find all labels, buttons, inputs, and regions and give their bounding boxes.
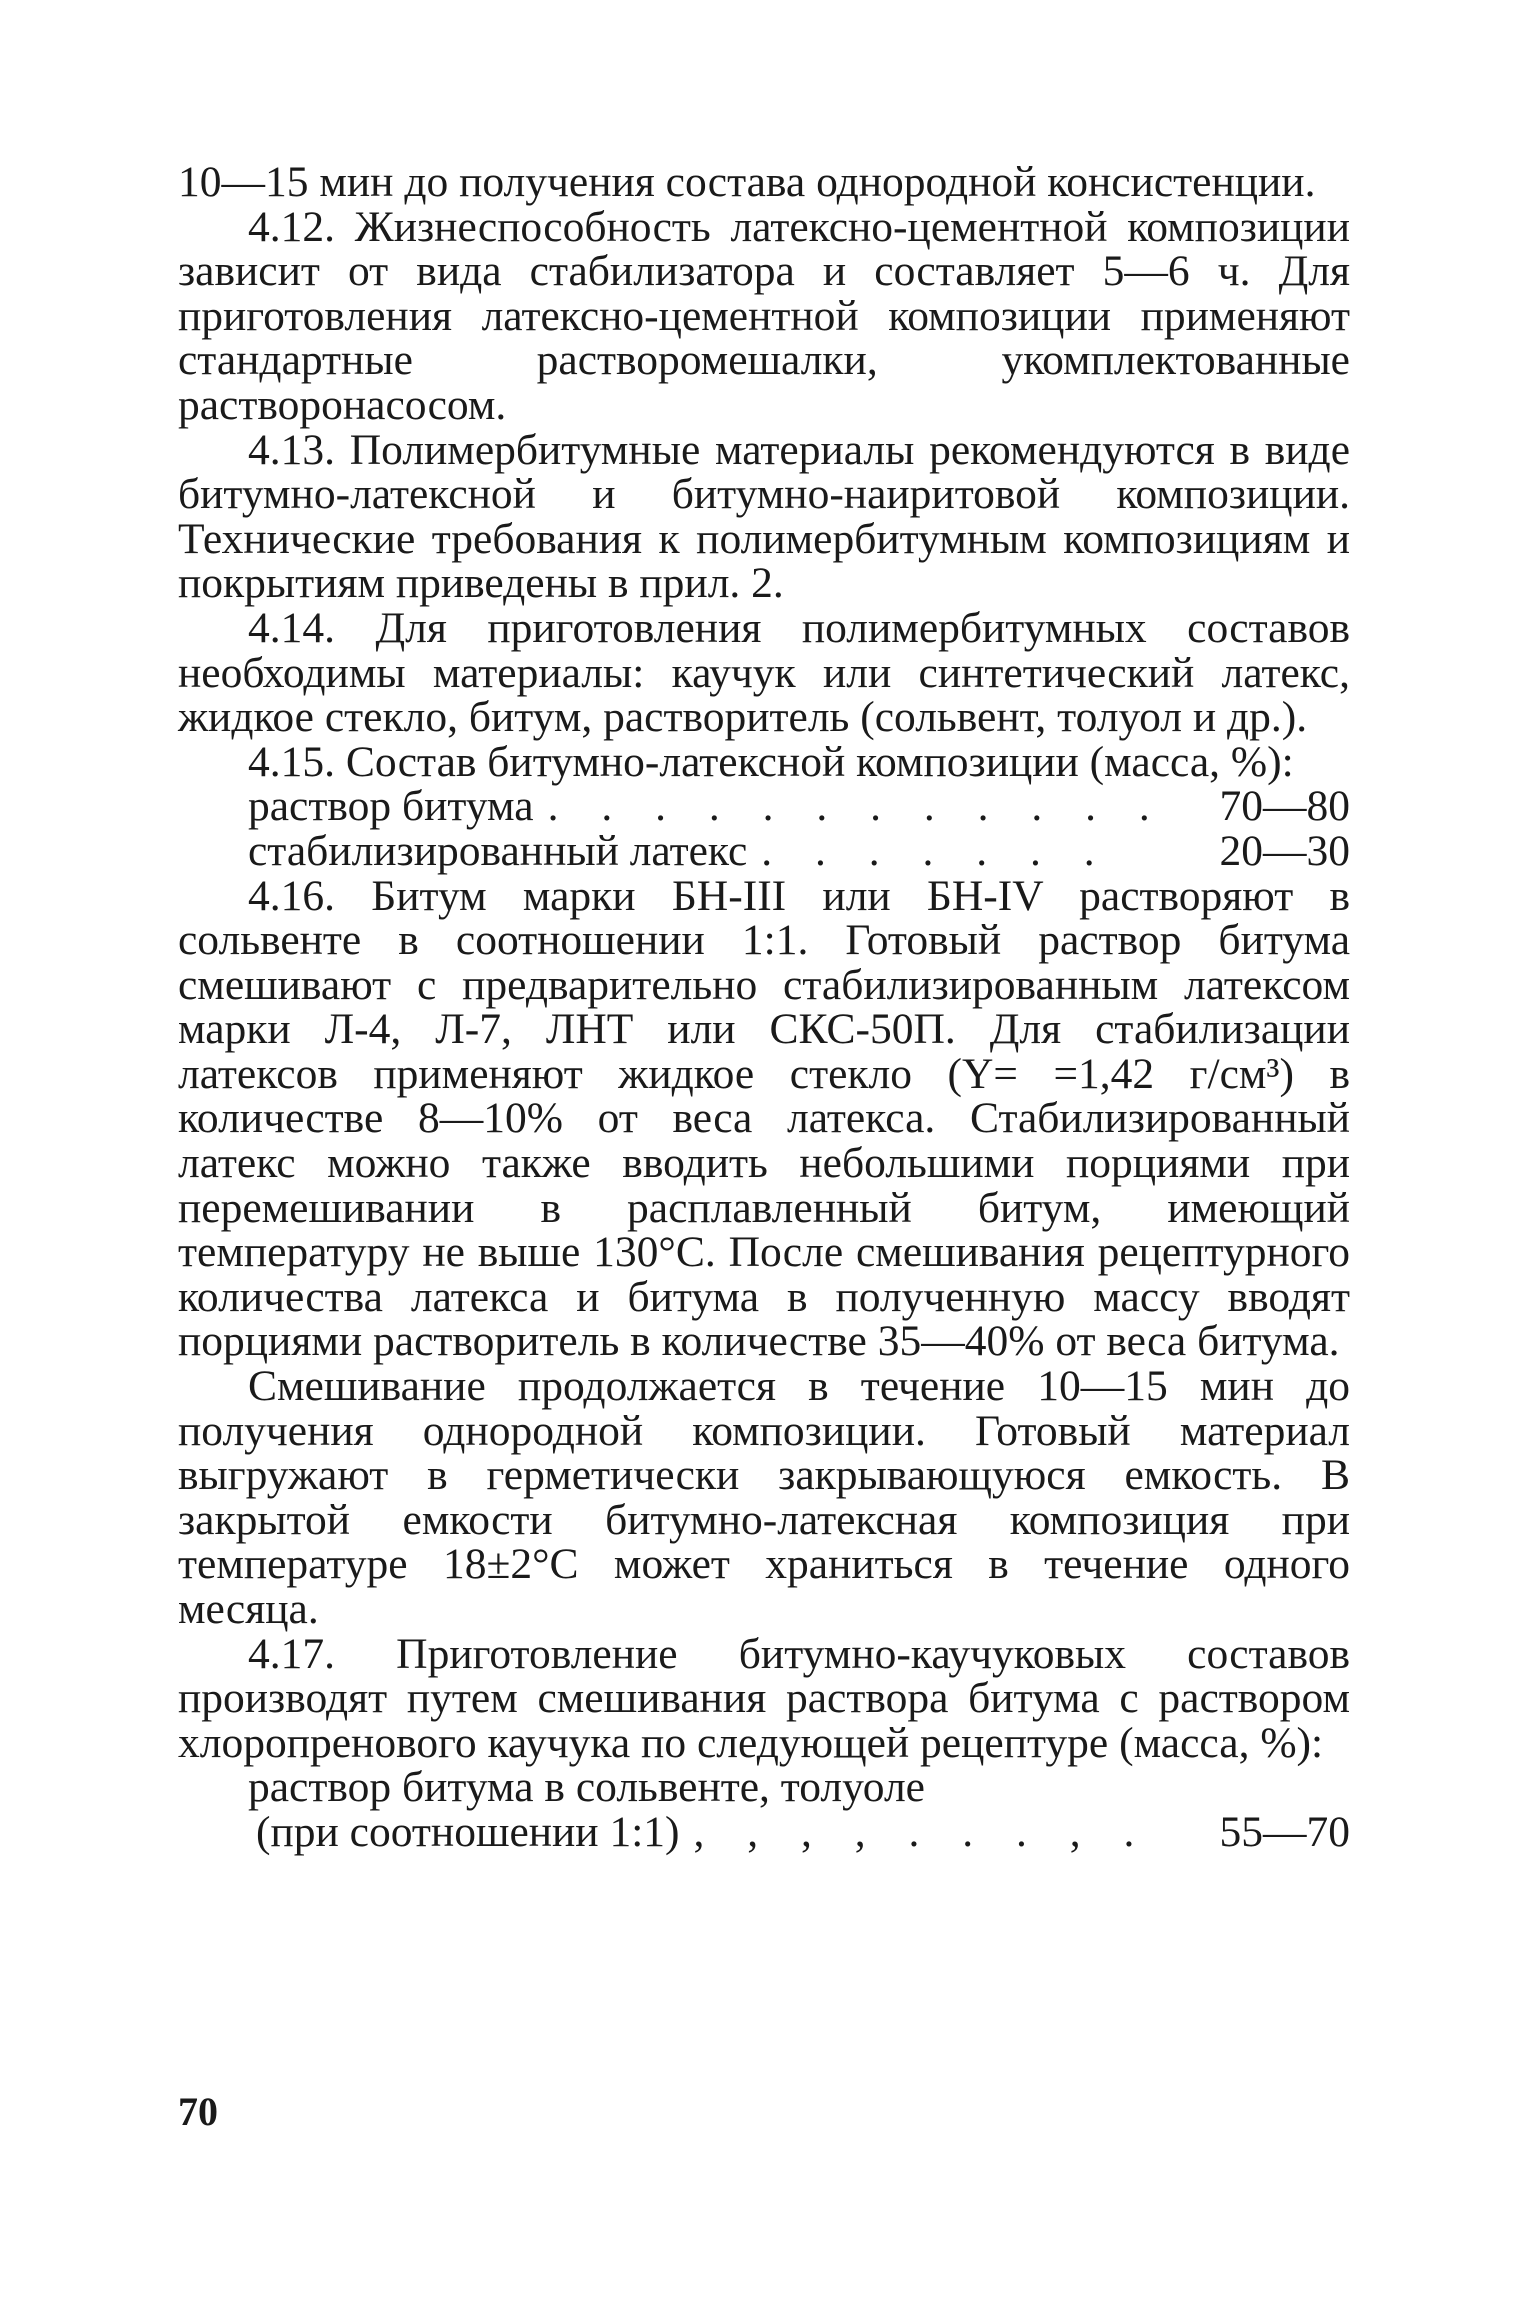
composition-item: стабилизированный латекс (248, 826, 748, 875)
composition-row (178, 784, 1350, 829)
paragraph-mixing: Смешивание продолжается в течение 10—15 мин до получения однородной композиции. Готовый материал выгружают в герметически закрывающуюся емкость. В закрытой емкости битумно-латексная композиция при температуре 18±2°С может храниться в течение одного месяца. (178, 1362, 1350, 1633)
paragraph-continued: 10—15 мин до получения состава однородной консистенции. (178, 158, 1316, 206)
paragraph-4-16: 4.16. Битум марки БН-III или БН-IV растворяют в сольвенте в соотношении 1:1. Готовый раствор битума смешивают с предварительно стабилизированным латексом марки Л-4, Л-7, ЛНТ или СКС-50П. Для стабилизации латексов применяют жидкое стекло (Υ= =1,42 г/см³) в количестве 8—10% от веса латекса. Стабилизированный латекс можно также вводить небольшими порциями при перемешивании в расплавленный битум, имеющий температуру не выше 130°С. После смешивания рецептурного количества латекса и битума в полученную массу вводят порциями растворитель в количестве 35—40% от веса битума. (178, 871, 1350, 1366)
composition-value: 20—30 (1219, 826, 1350, 875)
leader-dots: . . . . . . . (761, 828, 1111, 874)
composition-row (178, 826, 1350, 875)
paragraph-4-14: 4.14. Для приготовления полимербитумных составов необходимы материалы: каучук или синтетический латекс, жидкое стекло, битум, растворитель (сольвент, толуол и др.). (178, 603, 1350, 742)
page-number: 70 (178, 2089, 218, 2134)
composition-value: 55—70 (1219, 1807, 1350, 1856)
body-text (178, 160, 1350, 1855)
leader-dots: . . . . . . . . . . . . (547, 784, 1166, 829)
paragraph-4-13: 4.13. Полимербитумные материалы рекомендуются в виде битумно-латексной и битумно-наиритовой композиции. Технические требования к полимербитумным композициям и покрытиям приведены в прил. 2. (178, 425, 1350, 608)
paragraph-4-15: 4.15. Состав битумно-латексной композиции (масса, %): (248, 737, 1294, 786)
composition-value: 70—80 (1219, 782, 1350, 831)
composition-row (178, 1807, 1350, 1856)
paragraph-4-17: 4.17. Приготовление битумно-каучуковых составов производят путем смешивания раствора битума с раствором хлоропренового каучука по следующей рецептуре (масса, %): (178, 1629, 1350, 1767)
composition-item: (при соотношении 1:1) (256, 1807, 680, 1856)
paragraph-4-12: 4.12. Жизнеспособность латексно-цементной композиции зависит от вида стабилизатора и составляет 5—6 ч. Для приготовления латексно-цементной композиции применяют стандартные растворомешалки, укомплектованные растворонасосом. (178, 202, 1350, 429)
composition-item: раствор битума (248, 782, 534, 831)
leader-dots: , , , , . . . , . (693, 1809, 1151, 1855)
composition-head: раствор битума в сольвенте, толуоле (248, 1763, 925, 1812)
